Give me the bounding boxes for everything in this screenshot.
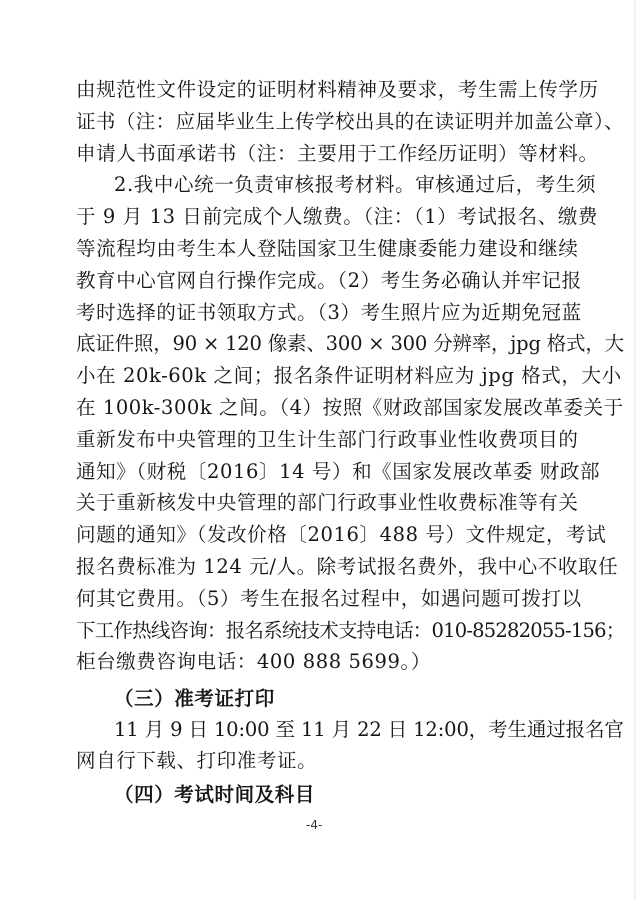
body-line-18: 下工作热线咨询：报名系统技术支持电话：010-85282055-156； bbox=[76, 619, 625, 642]
body-line-8: 考时选择的证书领取方式。（3）考生照片应为近期免冠蓝 bbox=[76, 301, 582, 324]
body-line-3: 申请人书面承诺书（注：主要用于工作经历证明）等材料。 bbox=[76, 142, 599, 165]
body-line-5: 于 9 月 13 日前完成个人缴费。（注：（1）考试报名、缴费 bbox=[76, 205, 599, 228]
body-line-16: 报名费标准为 124 元/人。除考试报名费外，我中心不收取任 bbox=[76, 555, 619, 578]
body-line-2: 证书（注：应届毕业生上传学校出具的在读证明并加盖公章）、 bbox=[76, 110, 625, 133]
page-number: -4- bbox=[306, 818, 323, 832]
body-line-4: 2.我中心统一负责审核报考材料。审核通过后，考生须 bbox=[114, 173, 597, 196]
body-line-12: 重新发布中央管理的卫生计生部门行政事业性收费项目的 bbox=[76, 428, 579, 451]
body-line-9: 底证件照，90 × 120 像素、300 × 300 分辨率，jpg 格式，大 bbox=[76, 332, 624, 355]
body-line-7: 教育中心官网自行操作完成。（2）考生务必确认并牢记报 bbox=[76, 269, 582, 292]
section3-line-2: 网自行下载、打印准考证。 bbox=[76, 749, 318, 772]
body-line-1: 由规范性文件设定的证明材料精神及要求，考生需上传学历 bbox=[76, 78, 599, 101]
body-line-15: 问题的通知》（发改价格〔2016〕488 号）文件规定，考试 bbox=[76, 523, 607, 546]
section4-heading: （四）考试时间及科目 bbox=[114, 783, 316, 806]
body-line-13: 通知》（财税〔2016〕14 号）和《国家发展改革委 财政部 bbox=[76, 460, 601, 483]
body-line-10: 小在 20k-60k 之间；报名条件证明材料应为 jpg 格式，大小 bbox=[76, 364, 622, 387]
body-line-19: 柜台缴费咨询电话：400 888 5699。） bbox=[76, 650, 432, 673]
body-line-6: 等流程均由考生本人登陆国家卫生健康委能力建设和继续 bbox=[76, 237, 579, 260]
body-line-14: 关于重新核发中央管理的部门行政事业性收费标准等有关 bbox=[76, 491, 579, 514]
body-line-17: 何其它费用。（5）考生在报名过程中，如遇问题可拨打以 bbox=[76, 587, 582, 610]
body-line-11: 在 100k-300k 之间。（4）按照《财政部国家发展改革委关于 bbox=[76, 396, 624, 419]
section3-line-1: 11 月 9 日 10:00 至 11 月 22 日 12:00，考生通过报名官 bbox=[114, 718, 624, 741]
section3-heading: （三）准考证打印 bbox=[114, 687, 275, 710]
